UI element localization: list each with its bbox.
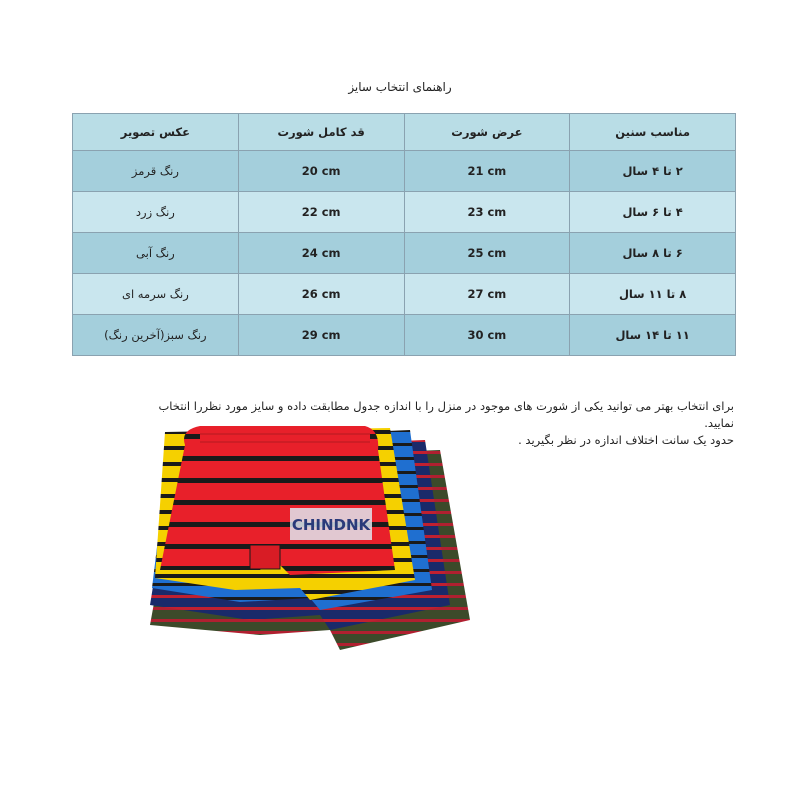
shorts-photo [140,420,470,660]
header-length: قد کامل شورت [238,114,404,151]
length-cell: 20 cm [238,151,404,192]
table-row [73,233,736,274]
table-row [73,192,736,233]
width-cell: 25 cm [404,233,570,274]
size-guide-table [72,113,736,356]
age-cell: ۶ تا ۸ سال [570,233,736,274]
table-row [73,315,736,356]
red-pocket [250,545,280,569]
table-header-row [73,114,736,151]
age-cell: ۸ تا ۱۱ سال [570,274,736,315]
length-cell: 22 cm [238,192,404,233]
color-cell: رنگ سرمه ای [73,274,239,315]
length-cell: 26 cm [238,274,404,315]
age-cell: ۱۱ تا ۱۴ سال [570,315,736,356]
color-cell: رنگ قرمز [73,151,239,192]
color-cell: رنگ آبی [73,233,239,274]
color-cell: رنگ سبز(آخرین رنگ) [73,315,239,356]
red-waistband [200,426,370,450]
age-cell: ۴ تا ۶ سال [570,192,736,233]
width-cell: 27 cm [404,274,570,315]
header-image: عکس تصویر [73,114,239,151]
width-cell: 30 cm [404,315,570,356]
note-line: حدود یک سانت اختلاف اندازه در نظر بگیرید . [518,433,734,447]
age-cell: ۲ تا ۴ سال [570,151,736,192]
header-width: عرض شورت [404,114,570,151]
logo-text: CHINDNK [291,516,371,534]
color-cell: رنگ زرد [73,192,239,233]
width-cell: 23 cm [404,192,570,233]
header-age: مناسب سنین [570,114,736,151]
page-title: راهنمای انتخاب سایز [348,80,452,94]
table-row [73,274,736,315]
note-line: برای انتخاب بهتر می توانید یکی از شورت های موجود در منزل را با اندازه جدول مطابقت داده و سایز مورد نظررا انتخاب نمایید. [158,399,734,430]
width-cell: 21 cm [404,151,570,192]
length-cell: 29 cm [238,315,404,356]
length-cell: 24 cm [238,233,404,274]
table-row [73,151,736,192]
